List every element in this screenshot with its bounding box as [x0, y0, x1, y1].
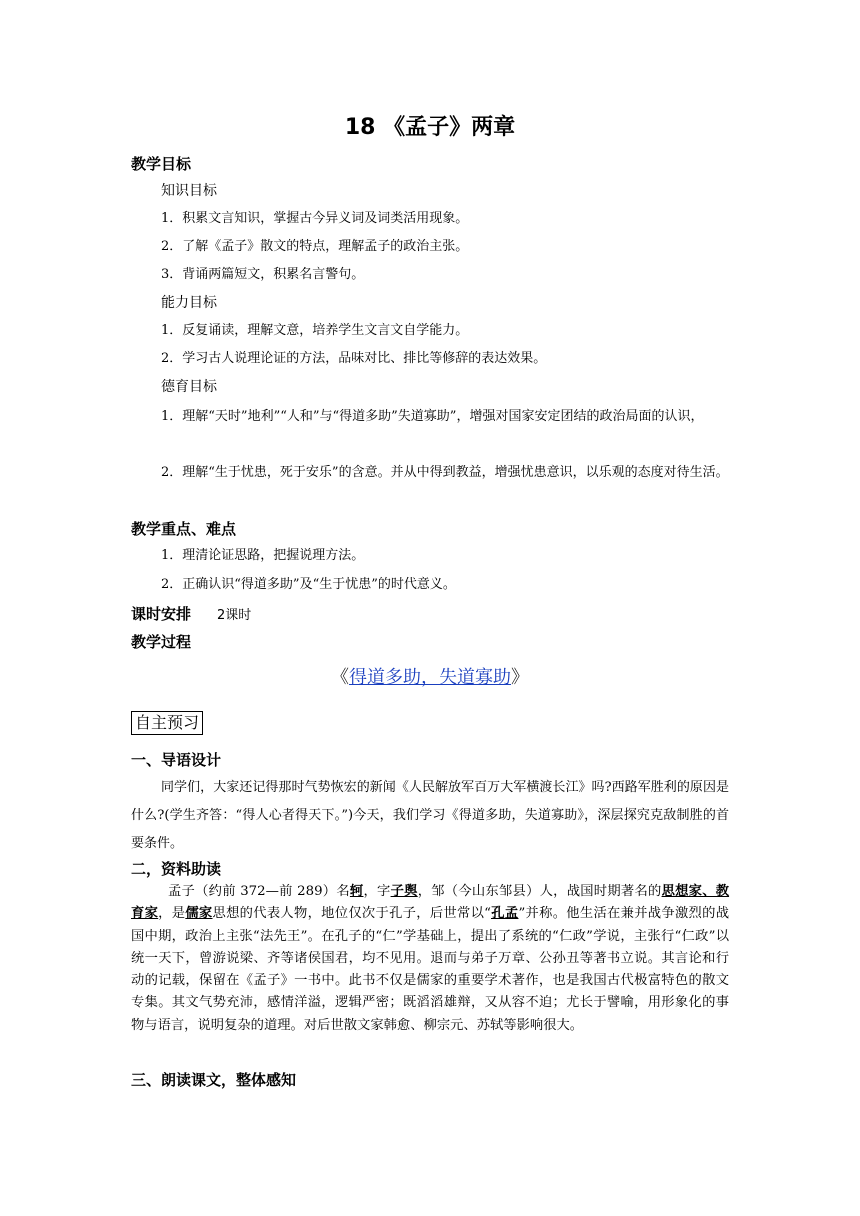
- bio-text: ，邹（今山东邹县）人，战国时期著名的: [417, 884, 662, 899]
- schedule-value: 2课时: [217, 608, 252, 623]
- bio-name: 轲: [349, 884, 364, 899]
- heading-schedule: [131, 603, 251, 627]
- list-item: 2．了解《孟子》散文的特点，理解孟子的政治主张。: [161, 239, 469, 254]
- intro-paragraph: 同学们，大家还记得那时气势恢宏的新闻《人民解放军百万大军横渡长江》吗?西路军胜利的原因是什么?(学生齐答：“得人心者得天下。”)今天，我们学习《得道多助，失道寡助》，深层探究克敌制胜的首要条件。: [131, 780, 729, 851]
- moral-goals-label: 德育目标: [161, 379, 217, 395]
- list-item: 3．背诵两篇短文，积累名言警句。: [161, 267, 365, 282]
- heading-intro-design: 一、导语设计: [131, 751, 222, 769]
- bio-honor: 孔孟: [490, 906, 519, 922]
- list-item: 2．学习古人说理论证的方法，品味对比、排比等修辞的表达效果。: [161, 351, 547, 366]
- lesson-title-close: 》: [511, 667, 529, 688]
- heading-teaching-process: 教学过程: [131, 633, 192, 651]
- heading-reading-materials: 二，资料助读: [131, 860, 222, 878]
- list-item: 1．积累文言知识，掌握古今异义词及词类活用现象。: [161, 211, 469, 226]
- moral-goal-2: 2．理解“生于忧患，死于安乐”的含意。并从中得到教益，增强忧患意识，以乐观的态度对待生活。: [161, 465, 729, 480]
- list-item: 1．反复诵读，理解文意，培养学生文言文自学能力。: [161, 323, 469, 338]
- list-item: 2．正确认识“得道多助”及“生于忧患”的时代意义。: [161, 577, 456, 592]
- bio-text: 思想的代表人物，地位仅次于孔子，后世常以“: [212, 906, 491, 922]
- bio-text: ”并称。他生活在兼并战争激烈的战国中期，政治上主张“法先王”。在孔子的“仁”学基础上，提出了系统的“仁政”学说，主张行“仁政”以统一天下，曾游说梁、齐等诸侯国君，均不见用。退而与弟子万章、公孙丑等著书立说。其言论和行动的记载，保留在《孟子》一书中。此书不仅是儒家的重要学术著作，也是我国古代极富特色的散文专集。其文气势充沛，感情洋溢，逻辑严密；既滔滔雄辩，又从容不迫；尤长于譬喻，用形象化的事物与语言，说明复杂的道理。对后世散文家韩愈、柳宗元、苏轼等影响很大。: [131, 906, 730, 1033]
- bio-roles: 思想家、教育家: [131, 884, 730, 922]
- list-item: 1．理清论证思路，把握说理方法。: [161, 548, 365, 563]
- heading-teaching-goals: 教学目标: [131, 155, 192, 173]
- bio-text: 孟子（约前 372—前 289）名: [168, 884, 350, 899]
- page-title: 18 《孟子》两章: [344, 115, 516, 140]
- bio-courtesy-name: 子舆: [390, 884, 418, 899]
- ability-goals-label: 能力目标: [161, 295, 217, 311]
- lesson-title-link[interactable]: 得道多助，失道寡助: [349, 667, 511, 688]
- heading-key-points: 教学重点、难点: [131, 520, 237, 538]
- lesson-title: [131, 665, 729, 691]
- bio-school: 儒家: [185, 906, 213, 922]
- mencius-bio-paragraph: [131, 881, 729, 1037]
- bio-text: ，字: [363, 884, 391, 899]
- self-preview-box: 自主预习: [131, 711, 203, 735]
- bio-text: ，是: [158, 906, 186, 922]
- schedule-label: 课时安排: [131, 605, 192, 623]
- moral-goal-1: 1．理解“天时”地利”“人和”与“得道多助”失道寡助”，增强对国家安定团结的政治局面的认识，: [161, 409, 704, 424]
- knowledge-goals-label: 知识目标: [161, 183, 217, 199]
- heading-read-aloud: 三、朗读课文，整体感知: [131, 1071, 297, 1089]
- lesson-title-open: 《: [331, 667, 349, 688]
